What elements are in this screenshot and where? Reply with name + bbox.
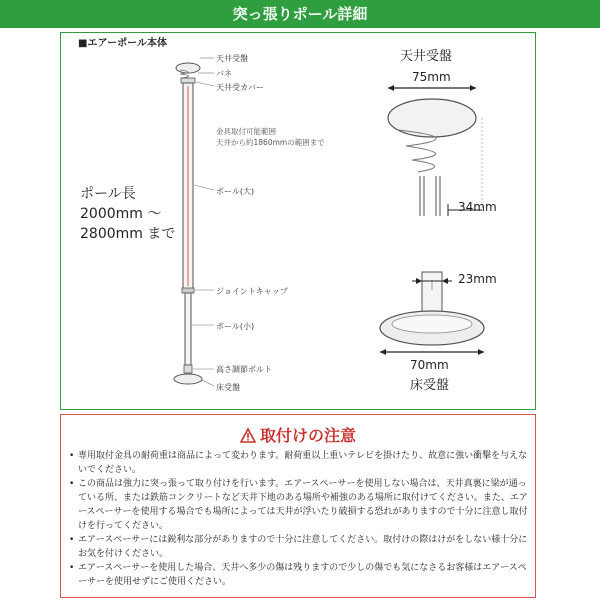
caution-list <box>69 449 529 589</box>
label-floor-plate: 床受盤 <box>216 383 240 392</box>
pole-length-line3: 2800mm まで <box>80 226 176 242</box>
pole-length-line2: 2000mm ～ <box>80 206 162 222</box>
ceiling-detail-disc <box>388 99 476 137</box>
floor-width-label: 70mm <box>410 358 449 372</box>
label-mount-range-2: 天井から約1860mmの範囲まで <box>216 138 325 147</box>
label-joint-cap: ジョイントキャップ <box>216 287 288 296</box>
warning-icon <box>240 428 256 447</box>
caution-item: • エアースペーサーを使用した場合、天井へ多少の傷は残りますので少しの傷でも気になさるお客様はエアースペーサーを使用せずにご使用ください。 <box>69 561 529 589</box>
pole-small-shape <box>185 293 191 365</box>
label-spring: バネ <box>216 69 232 78</box>
label-ceiling-plate: 天井受盤 <box>216 54 248 63</box>
floor-post-width-label: 23mm <box>458 272 497 286</box>
joint-cap-shape <box>182 288 194 293</box>
ceiling-width-label: 75mm <box>412 70 451 84</box>
floor-plate-shape <box>174 374 202 384</box>
ceiling-detail-title: 天井受盤 <box>400 49 453 64</box>
caution-title-text: 取付けの注意 <box>259 426 356 445</box>
caution-item: • エアースペーサーには鋭利な部分がありますので十分に注意してください。取付けの際はけがをしない様十分にお気を付けください。 <box>69 533 529 561</box>
caution-item: • 専用取付金具の耐荷重は商品によって変わります。耐荷重以上重いテレビを掛けたり、故意に強い衝撃を与えないでください。 <box>69 449 529 477</box>
ceiling-cover-shape <box>181 78 195 83</box>
label-mount-range-1: 金具取付可能範囲 <box>216 127 276 136</box>
section-title: ■エアーポール本体 <box>78 38 167 49</box>
label-pole-small: ポール(小) <box>216 322 255 331</box>
caution-item: • この商品は強力に突っ張って取り付けを行います。エアースペーサーを使用しない場合は、天井真裏に梁が通っている所、または鉄筋コンクリートなど天井下地のある場所や補強のある場所に取付けてください。また、エアースペーサーを使用する場合でも場所によっては天井が浮いたり破損する恐れがありますので十分に注意し取付けを行ってください。 <box>69 477 529 533</box>
page-header: 突っ張りポール詳細 <box>0 0 600 28</box>
caution-panel <box>60 414 536 598</box>
label-pole-large: ポール(大) <box>216 187 255 196</box>
ceiling-height-label: 34mm <box>458 200 497 214</box>
height-bolt-shape <box>184 365 192 373</box>
pole-length-line1: ポール長 <box>80 186 136 202</box>
label-ceiling-cover: 天井受カバー <box>216 83 264 92</box>
label-height-bolt: 高さ調節ボルト <box>216 365 272 374</box>
caution-heading <box>61 423 535 447</box>
floor-detail-title: 床受盤 <box>410 378 450 393</box>
